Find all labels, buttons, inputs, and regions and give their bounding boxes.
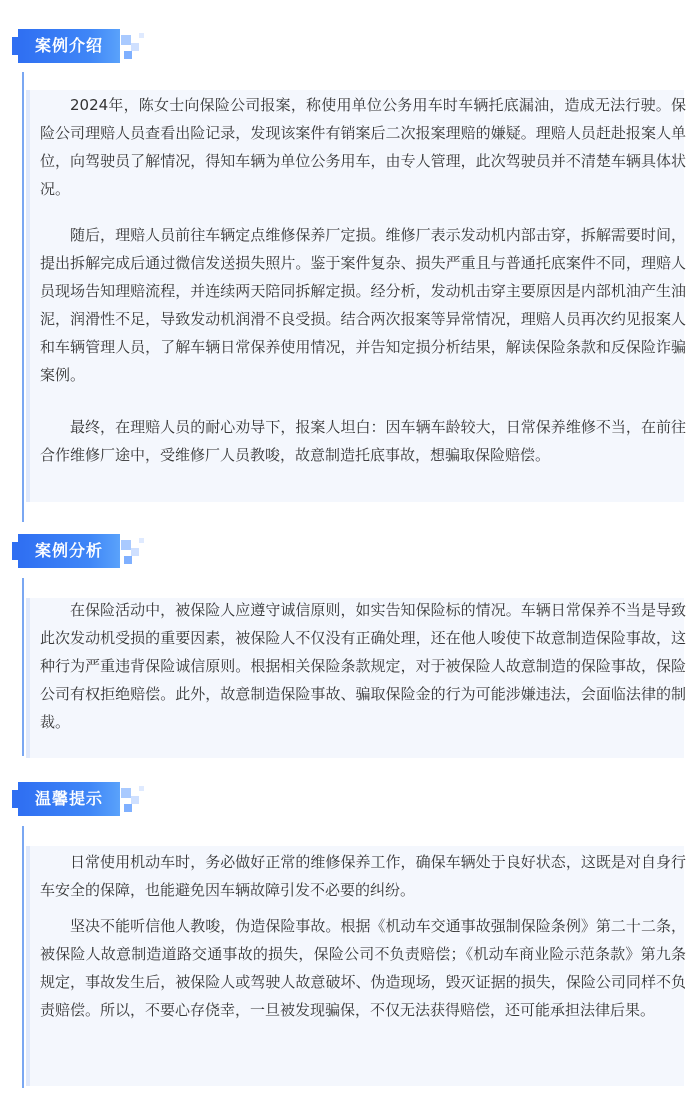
section-title: 案例介绍 [18,29,120,63]
section-rule [22,72,24,522]
section-header [18,534,136,572]
section-rule [22,826,24,1088]
section-rule [22,578,24,756]
section-title: 温馨提示 [18,782,120,816]
paragraph: 2024年，陈女士向保险公司报案，称使用单位公务用车时车辆托底漏油，造成无法行驶。保险公司理赔人员查看出险记录，发现该案件有销案后二次报案理赔的嫌疑。理赔人员赶赴报案人单位，向驾驶员了解情况，得知车辆为单位公务用车，由专人管理，此次驾驶员并不清楚车辆具体状况。 [40,96,686,198]
pixel-decoration [121,540,131,550]
paragraph: 日常使用机动车时，务必做好正常的维修保养工作，确保车辆处于良好状态，这既是对自身行车安全的保障，也能避免因车辆故障引发不必要的纠纷。 [40,853,686,899]
paragraph: 坚决不能听信他人教唆，伪造保险事故。根据《机动车交通事故强制保险条例》第二十二条，被保险人故意制造道路交通事故的损失，保险公司不负责赔偿；《机动车商业险示范条款》第九条规定，事故发生后，被保险人或驾驶人故意破坏、伪造现场，毁灭证据的损失，保险公司同样不负责赔偿。所以，不要心存侥幸，一旦被发现骗保，不仅无法获得赔偿，还可能承担法律后果。 [40,917,686,1019]
pixel-decoration [121,35,131,45]
paragraph: 在保险活动中，被保险人应遵守诚信原则，如实告知保险标的情况。车辆日常保养不当是导致此次发动机受损的重要因素，被保险人不仅没有正确处理，还在他人唆使下故意制造保险事故，这种行为严重违背保险诚信原则。根据相关保险条款规定，对于被保险人故意制造的保险事故，保险公司有权拒绝赔偿。此外，故意制造保险事故、骗取保险金的行为可能涉嫌违法，会面临法律的制裁。 [40,601,686,731]
pixel-decoration [121,788,131,798]
paragraph: 最终，在理赔人员的耐心劝导下，报案人坦白：因车辆车龄较大，日常保养维修不当，在前往合作维修厂途中，受维修厂人员教唆，故意制造托底事故，想骗取保险赔偿。 [40,418,686,464]
section-header [18,29,136,67]
paragraph: 随后，理赔人员前往车辆定点维修保养厂定损。维修厂表示发动机内部击穿，拆解需要时间，提出拆解完成后通过微信发送损失照片。鉴于案件复杂、损失严重且与普通托底案件不同，理赔人员现场告知理赔流程，并连续两天陪同拆解定损。经分析，发动机击穿主要原因是内部机油产生油泥，润滑性不足，导致发动机润滑不良受损。结合两次报案等异常情况，理赔人员再次约见报案人和车辆管理人员，了解车辆日常保养使用情况，并告知定损分析结果，解读保险条款和反保险诈骗案例。 [40,226,686,384]
section-header [18,782,136,820]
section-title: 案例分析 [18,534,120,568]
